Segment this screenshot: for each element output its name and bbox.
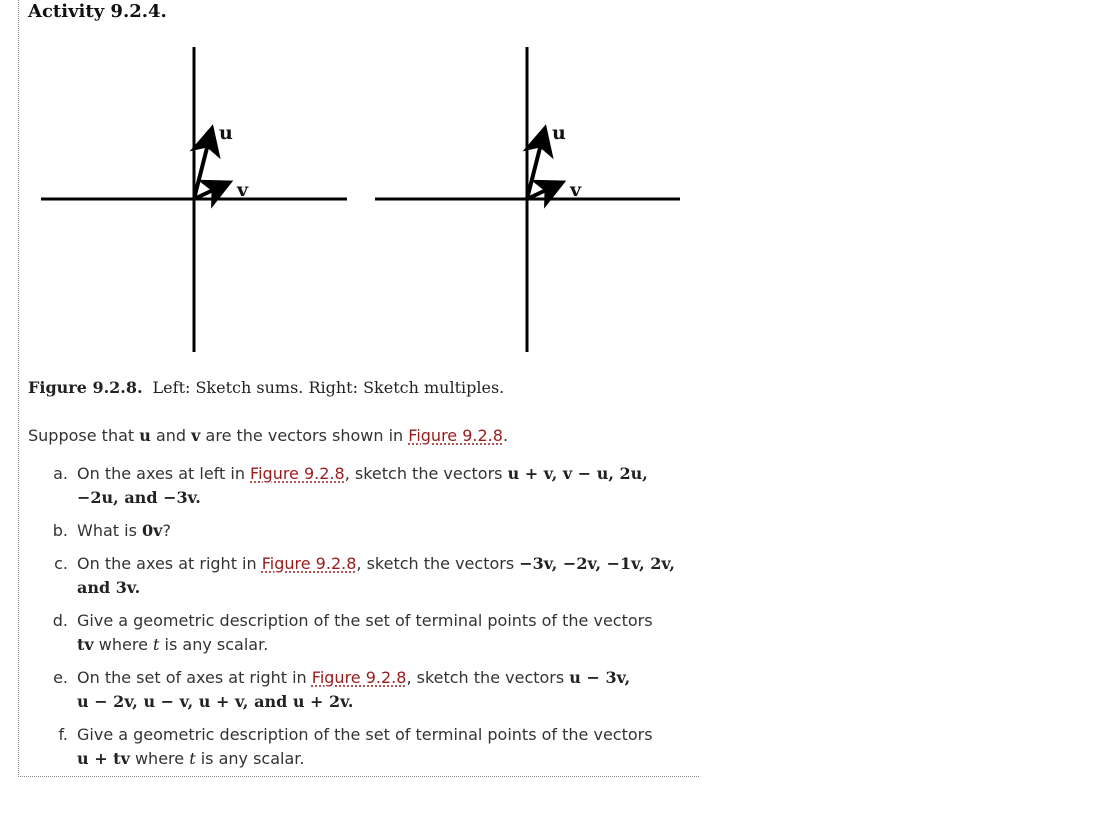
task-text: is any scalar. xyxy=(159,635,269,654)
task-label: f. xyxy=(58,725,68,744)
left-u-label: u xyxy=(219,122,233,144)
math-expression: u + v, v − u, 2u, xyxy=(507,464,648,483)
task-text: On the axes at right in xyxy=(77,554,262,573)
right-vector-u xyxy=(527,132,544,199)
math-u: u xyxy=(139,426,151,445)
left-vector-u xyxy=(194,132,211,199)
math-expression: tv xyxy=(77,635,94,654)
intro-paragraph xyxy=(28,426,508,445)
math-expression: and 3v. xyxy=(77,578,141,597)
task-text: On the axes at left in xyxy=(77,464,251,483)
task-label: b. xyxy=(52,521,68,540)
task-text: , sketch the vectors xyxy=(356,554,520,573)
figure-9-2-8 xyxy=(0,0,700,360)
intro-text: are the vectors shown in xyxy=(200,426,409,445)
task-text: Give a geometric description of the set of terminal points of the vectors xyxy=(77,725,653,744)
right-v-label: v xyxy=(570,179,582,201)
task-text: , sketch the vectors xyxy=(344,464,508,483)
task-text: Give a geometric description of the set of terminal points of the vectors xyxy=(77,611,653,630)
caption-text: Left: Sketch sums. Right: Sketch multiples. xyxy=(152,378,505,397)
task-text: ? xyxy=(162,521,171,540)
task-d xyxy=(28,609,688,657)
caption-label: Figure 9.2.8. xyxy=(28,378,143,397)
task-text: , sketch the vectors xyxy=(406,668,570,687)
task-c xyxy=(28,552,688,600)
math-v: v xyxy=(191,426,201,445)
figure-link[interactable]: Figure 9.2.8 xyxy=(261,554,357,573)
task-label: e. xyxy=(53,668,68,687)
task-a xyxy=(28,462,688,510)
task-text: where xyxy=(129,749,190,768)
math-variable: t xyxy=(153,635,160,654)
math-expression: u − 2v, u − v, u + v, and u + 2v. xyxy=(77,692,354,711)
figure-link[interactable]: Figure 9.2.8 xyxy=(408,426,503,445)
figure-link[interactable]: Figure 9.2.8 xyxy=(311,668,407,687)
right-u-label: u xyxy=(552,122,566,144)
math-variable: t xyxy=(189,749,196,768)
task-e xyxy=(28,666,688,714)
task-text: where xyxy=(93,635,153,654)
right-axes-panel[interactable] xyxy=(375,47,680,352)
task-text: is any scalar. xyxy=(195,749,305,768)
task-f xyxy=(28,723,688,771)
intro-text: . xyxy=(502,426,509,445)
task-label: d. xyxy=(52,611,68,630)
math-expression: 0v xyxy=(142,521,163,540)
math-expression: −2u, and −3v. xyxy=(77,488,201,507)
figure-caption xyxy=(28,378,504,397)
left-axes-panel[interactable] xyxy=(41,47,347,352)
figure-link[interactable]: Figure 9.2.8 xyxy=(250,464,345,483)
task-label: c. xyxy=(54,554,68,573)
math-expression: u + tv xyxy=(77,749,130,768)
math-expression: u − 3v, xyxy=(569,668,631,687)
math-expression: −3v, −2v, −1v, 2v, xyxy=(519,554,675,573)
intro-text: Suppose that xyxy=(28,426,140,445)
activity-title: Activity 9.2.4. xyxy=(28,1,167,22)
task-text: On the set of axes at right in xyxy=(77,668,312,687)
task-b xyxy=(28,519,688,543)
task-list xyxy=(28,462,688,780)
left-v-label: v xyxy=(237,179,249,201)
task-label: a. xyxy=(53,464,68,483)
task-text: What is xyxy=(77,521,142,540)
intro-text: and xyxy=(150,426,192,445)
